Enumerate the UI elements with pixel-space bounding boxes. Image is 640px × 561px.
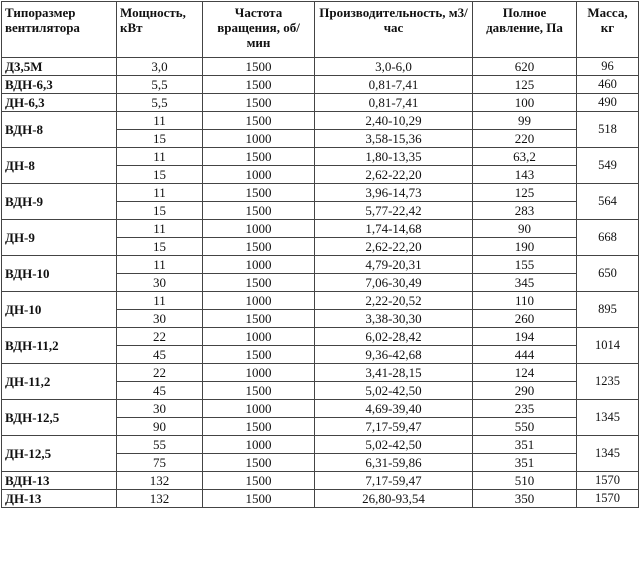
cell-name: ВДН-12,5 <box>2 400 117 436</box>
cell-capacity: 6,02-28,42 <box>315 328 473 346</box>
cell-pressure: 283 <box>473 202 577 220</box>
cell-power: 3,0 <box>117 58 203 76</box>
cell-power: 11 <box>117 292 203 310</box>
table-row <box>2 328 639 346</box>
cell-speed: 1000 <box>203 220 315 238</box>
cell-name: Д3,5М <box>2 58 117 76</box>
cell-speed: 1500 <box>203 346 315 364</box>
cell-speed: 1000 <box>203 400 315 418</box>
cell-mass: 650 <box>577 256 639 292</box>
cell-pressure: 190 <box>473 238 577 256</box>
table-row <box>2 148 639 166</box>
cell-power: 5,5 <box>117 94 203 112</box>
cell-mass: 549 <box>577 148 639 184</box>
cell-power: 15 <box>117 202 203 220</box>
table-row <box>2 76 639 94</box>
cell-name: ДН-9 <box>2 220 117 256</box>
cell-mass: 518 <box>577 112 639 148</box>
table-row <box>2 490 639 508</box>
cell-pressure: 345 <box>473 274 577 292</box>
table-row <box>2 256 639 274</box>
cell-capacity: 3,0-6,0 <box>315 58 473 76</box>
cell-name: ВДН-6,3 <box>2 76 117 94</box>
cell-mass: 668 <box>577 220 639 256</box>
cell-mass: 96 <box>577 58 639 76</box>
cell-name: ДН-8 <box>2 148 117 184</box>
cell-pressure: 143 <box>473 166 577 184</box>
header-speed: Частота вращения, об/мин <box>203 2 315 58</box>
cell-capacity: 2,62-22,20 <box>315 238 473 256</box>
cell-pressure: 444 <box>473 346 577 364</box>
cell-power: 45 <box>117 382 203 400</box>
cell-pressure: 100 <box>473 94 577 112</box>
cell-power: 22 <box>117 328 203 346</box>
cell-pressure: 220 <box>473 130 577 148</box>
cell-power: 11 <box>117 148 203 166</box>
cell-capacity: 2,22-20,52 <box>315 292 473 310</box>
cell-capacity: 0,81-7,41 <box>315 76 473 94</box>
cell-capacity: 7,06-30,49 <box>315 274 473 292</box>
cell-pressure: 620 <box>473 58 577 76</box>
cell-speed: 1500 <box>203 238 315 256</box>
cell-mass: 1345 <box>577 400 639 436</box>
cell-pressure: 99 <box>473 112 577 130</box>
cell-pressure: 125 <box>473 184 577 202</box>
cell-speed: 1000 <box>203 292 315 310</box>
cell-name: ДН-10 <box>2 292 117 328</box>
cell-power: 45 <box>117 346 203 364</box>
cell-name: ДН-6,3 <box>2 94 117 112</box>
table-row <box>2 400 639 418</box>
cell-capacity: 4,79-20,31 <box>315 256 473 274</box>
table-row <box>2 184 639 202</box>
header-pressure: Полное давление, Па <box>473 2 577 58</box>
cell-power: 15 <box>117 130 203 148</box>
cell-name: ДН-12,5 <box>2 436 117 472</box>
cell-power: 15 <box>117 166 203 184</box>
cell-capacity: 1,74-14,68 <box>315 220 473 238</box>
table-row <box>2 472 639 490</box>
cell-power: 132 <box>117 472 203 490</box>
cell-pressure: 90 <box>473 220 577 238</box>
cell-power: 15 <box>117 238 203 256</box>
cell-speed: 1500 <box>203 382 315 400</box>
cell-pressure: 290 <box>473 382 577 400</box>
cell-speed: 1500 <box>203 490 315 508</box>
cell-capacity: 3,58-15,36 <box>315 130 473 148</box>
header-capacity: Производительность, м3/час <box>315 2 473 58</box>
cell-name: ВДН-10 <box>2 256 117 292</box>
cell-speed: 1500 <box>203 58 315 76</box>
cell-power: 30 <box>117 274 203 292</box>
cell-name: ВДН-9 <box>2 184 117 220</box>
cell-pressure: 194 <box>473 328 577 346</box>
cell-power: 22 <box>117 364 203 382</box>
cell-capacity: 0,81-7,41 <box>315 94 473 112</box>
cell-pressure: 350 <box>473 490 577 508</box>
cell-capacity: 7,17-59,47 <box>315 418 473 436</box>
cell-capacity: 3,38-30,30 <box>315 310 473 328</box>
cell-speed: 1500 <box>203 418 315 436</box>
cell-speed: 1500 <box>203 76 315 94</box>
cell-name: ДН-13 <box>2 490 117 508</box>
cell-speed: 1500 <box>203 184 315 202</box>
cell-pressure: 260 <box>473 310 577 328</box>
cell-power: 11 <box>117 184 203 202</box>
cell-speed: 1500 <box>203 274 315 292</box>
cell-speed: 1000 <box>203 328 315 346</box>
cell-power: 132 <box>117 490 203 508</box>
header-power: Мощность, кВт <box>117 2 203 58</box>
table-row <box>2 112 639 130</box>
cell-capacity: 4,69-39,40 <box>315 400 473 418</box>
cell-pressure: 235 <box>473 400 577 418</box>
cell-mass: 490 <box>577 94 639 112</box>
cell-pressure: 351 <box>473 436 577 454</box>
cell-capacity: 5,02-42,50 <box>315 436 473 454</box>
cell-name: ВДН-8 <box>2 112 117 148</box>
cell-capacity: 9,36-42,68 <box>315 346 473 364</box>
table-row <box>2 94 639 112</box>
cell-speed: 1000 <box>203 166 315 184</box>
cell-name: ВДН-11,2 <box>2 328 117 364</box>
cell-capacity: 2,62-22,20 <box>315 166 473 184</box>
cell-mass: 1345 <box>577 436 639 472</box>
header-row <box>2 2 639 58</box>
cell-speed: 1500 <box>203 472 315 490</box>
cell-speed: 1000 <box>203 256 315 274</box>
cell-capacity: 1,80-13,35 <box>315 148 473 166</box>
cell-power: 11 <box>117 256 203 274</box>
cell-mass: 1570 <box>577 490 639 508</box>
cell-speed: 1500 <box>203 310 315 328</box>
cell-speed: 1500 <box>203 94 315 112</box>
cell-pressure: 510 <box>473 472 577 490</box>
cell-speed: 1500 <box>203 454 315 472</box>
cell-capacity: 5,02-42,50 <box>315 382 473 400</box>
cell-capacity: 5,77-22,42 <box>315 202 473 220</box>
cell-capacity: 2,40-10,29 <box>315 112 473 130</box>
table-row <box>2 292 639 310</box>
table-row <box>2 436 639 454</box>
table-row <box>2 58 639 76</box>
table-row <box>2 220 639 238</box>
cell-power: 55 <box>117 436 203 454</box>
cell-capacity: 26,80-93,54 <box>315 490 473 508</box>
cell-capacity: 3,41-28,15 <box>315 364 473 382</box>
cell-speed: 1000 <box>203 364 315 382</box>
cell-mass: 1570 <box>577 472 639 490</box>
table-row <box>2 364 639 382</box>
header-mass: Масса, кг <box>577 2 639 58</box>
cell-speed: 1500 <box>203 148 315 166</box>
cell-speed: 1000 <box>203 436 315 454</box>
cell-speed: 1500 <box>203 202 315 220</box>
cell-pressure: 124 <box>473 364 577 382</box>
cell-power: 11 <box>117 112 203 130</box>
cell-pressure: 155 <box>473 256 577 274</box>
cell-power: 5,5 <box>117 76 203 94</box>
cell-pressure: 63,2 <box>473 148 577 166</box>
cell-speed: 1500 <box>203 112 315 130</box>
cell-mass: 564 <box>577 184 639 220</box>
cell-capacity: 6,31-59,86 <box>315 454 473 472</box>
header-name: Типоразмер вентилятора <box>2 2 117 58</box>
cell-power: 30 <box>117 400 203 418</box>
cell-mass: 1014 <box>577 328 639 364</box>
cell-mass: 460 <box>577 76 639 94</box>
cell-pressure: 550 <box>473 418 577 436</box>
cell-mass: 895 <box>577 292 639 328</box>
cell-speed: 1000 <box>203 130 315 148</box>
cell-name: ДН-11,2 <box>2 364 117 400</box>
cell-name: ВДН-13 <box>2 472 117 490</box>
cell-capacity: 3,96-14,73 <box>315 184 473 202</box>
cell-power: 75 <box>117 454 203 472</box>
cell-capacity: 7,17-59,47 <box>315 472 473 490</box>
cell-pressure: 110 <box>473 292 577 310</box>
cell-pressure: 125 <box>473 76 577 94</box>
cell-power: 11 <box>117 220 203 238</box>
cell-power: 90 <box>117 418 203 436</box>
cell-pressure: 351 <box>473 454 577 472</box>
cell-power: 30 <box>117 310 203 328</box>
fan-specs-table <box>1 1 639 508</box>
cell-mass: 1235 <box>577 364 639 400</box>
